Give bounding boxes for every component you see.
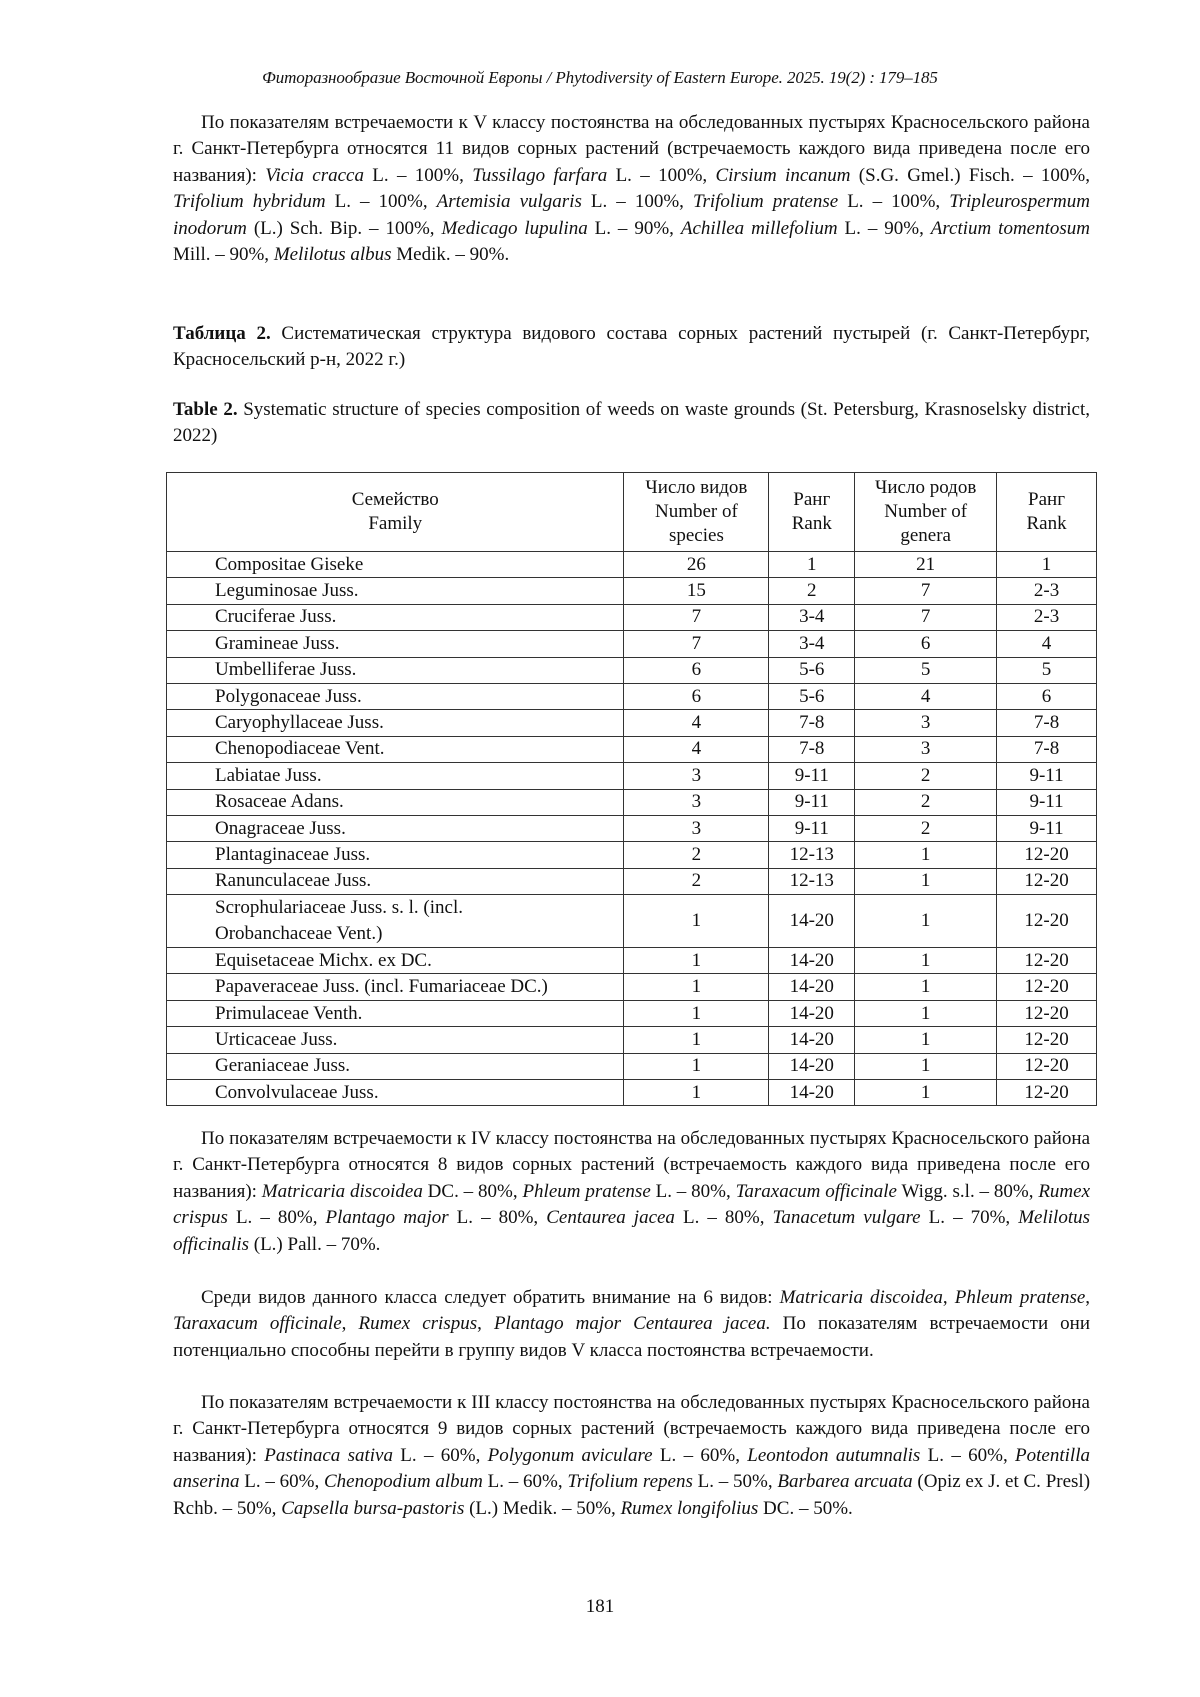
cell-family [167,657,624,683]
cell-species-count: 1 [624,895,769,948]
family-name: Umbelliferae Juss. [215,659,357,681]
cell-genera-count: 7 [855,578,997,604]
species-name: Plantago major Centaurea jacea. [493,1313,771,1335]
family-name: Caryophyllaceae Juss. [215,712,384,734]
cell-genera-rank: 12-20 [997,974,1097,1000]
table-row [167,1000,1097,1026]
species-name: Trifolium repens [567,1471,693,1493]
table-row [167,1053,1097,1079]
running-head: Фиторазнообразие Восточной Европы / Phytodiversity of Eastern Europe. 2025. 19(2) : 179–185 [262,68,938,87]
cell-family [167,974,624,1000]
cell-genera-rank: 12-20 [997,895,1097,948]
species-name: Rumex crispus [358,1313,478,1335]
family-name: Rosaceae Adans. [215,791,344,813]
family-name: Equisetaceae Michx. ex DC. [215,949,432,971]
cell-family [167,683,624,709]
species-name: Matricaria discoidea [779,1287,943,1308]
cell-genera-count: 1 [855,948,997,974]
species-name: Phleum pratense [522,1180,651,1202]
cell-species-count: 4 [624,710,769,736]
table-row [167,604,1097,630]
table-caption-en [173,397,1090,450]
cell-species-count: 7 [624,604,769,630]
header-genera-ru: Число родов [875,477,977,498]
cell-family [167,631,624,657]
cell-family [167,1000,624,1026]
caption-en-text: Systematic structure of species composition of weeds on waste grounds (St. Petersburg, Krasnoselsky district, 2022) [173,399,1090,447]
header-rank2-en: Rank [1026,513,1067,534]
cell-genera-count: 21 [855,552,997,578]
table-row [167,842,1097,868]
species-name: Trifolium hybridum [173,191,326,213]
header-family [167,473,624,552]
species-name: Cirsium incanum [715,164,851,186]
cell-genera-rank: 2-3 [997,578,1097,604]
family-name: Leguminosae Juss. [215,580,359,602]
header-family-ru: Семейство [351,489,439,510]
paragraph-class-v: По показателям встречаемости к V классу постоянства на обследованных пустырях Красносельского района г. Санкт-Петербурга относятся 11 видов сорных растений (встречаемость каждого вида приведена после его названия): Vicia cracca L. – 100%, Tussilago farfara L. – 100%, Cirsium incanum (S.G. Gmel.) Fisch. – 100%, Trifolium hybridum L. – 100%, Artemisia vulgaris L. – 100%, Trifolium pratense L. – 100%, Tripleurospermum inodorum (L.) Sch. Bip. – 100%, Medicago lupulina L. – 90%, Achillea millefolium L. – 90%, Arctium tomentosum Mill. – 90%, Melilotus albus Medik. – 90%. [173,112,1091,266]
cell-family [167,895,624,948]
header-species-ru: Число видов [645,477,748,498]
cell-family [167,868,624,894]
family-name: Urticaceae Juss. [215,1028,338,1050]
species-name: Rumex longifolius [620,1497,759,1519]
species-name: Phleum pratense [954,1287,1086,1308]
table-row [167,763,1097,789]
table-row [167,657,1097,683]
cell-species-rank: 5-6 [769,683,855,709]
cell-species-rank: 14-20 [769,974,855,1000]
table-header-row [167,473,1097,552]
cell-family [167,763,624,789]
cell-species-rank: 14-20 [769,948,855,974]
table-row [167,974,1097,1000]
cell-species-count: 2 [624,842,769,868]
header-rank-ru: Ранг [793,489,831,510]
cell-family [167,736,624,762]
cell-genera-count: 2 [855,763,997,789]
cell-genera-rank: 12-20 [997,1053,1097,1079]
cell-species-rank: 3-4 [769,631,855,657]
species-name: Achillea millefolium [680,217,838,239]
family-name: Primulaceae Venth. [215,1002,363,1024]
species-name: Taraxacum officinale [735,1180,897,1202]
species-name: Arctium tomentosum [930,217,1091,239]
family-name: Polygonaceae Juss. [215,685,362,707]
cell-species-rank: 9-11 [769,763,855,789]
cell-species-count: 3 [624,815,769,841]
cell-genera-count: 1 [855,1000,997,1026]
family-structure-table [166,472,1097,1106]
cell-species-rank: 1 [769,552,855,578]
cell-genera-rank: 9-11 [997,815,1097,841]
cell-genera-rank: 12-20 [997,1000,1097,1026]
cell-genera-count: 2 [855,789,997,815]
cell-species-count: 26 [624,552,769,578]
cell-species-count: 3 [624,789,769,815]
cell-genera-count: 5 [855,657,997,683]
cell-genera-rank: 1 [997,552,1097,578]
cell-species-rank: 14-20 [769,895,855,948]
table-row [167,868,1097,894]
cell-family [167,1027,624,1053]
table-row [167,631,1097,657]
table-row [167,948,1097,974]
cell-family [167,948,624,974]
caption-ru-text: Систематическая структура видового состава сорных растений пустырей (г. Санкт-Петербург, Красносельский р-н, 2022 г.) [173,323,1091,371]
cell-genera-rank: 12-20 [997,868,1097,894]
page-number: 181 [585,1596,615,1617]
cell-genera-rank: 12-20 [997,842,1097,868]
cell-species-rank: 12-13 [769,868,855,894]
species-name: Barbarea arcuata [777,1471,913,1493]
cell-genera-count: 1 [855,1053,997,1079]
header-species-en-2: species [668,525,724,546]
species-name: Taraxacum officinale [173,1313,342,1335]
species-name: Rumex crispus [173,1180,1091,1229]
cell-species-count: 6 [624,657,769,683]
species-name: Tussilago farfara [472,164,608,186]
cell-species-rank: 14-20 [769,1027,855,1053]
cell-genera-rank: 9-11 [997,763,1097,789]
cell-species-rank: 12-13 [769,842,855,868]
header-genera-en-2: genera [900,525,951,546]
cell-species-count: 1 [624,1053,769,1079]
header-genera-rank [997,473,1097,552]
cell-species-count: 6 [624,683,769,709]
family-name: Ranunculaceae Juss. [215,870,372,892]
species-name: Centaurea jacea [546,1207,675,1229]
header-genera-en-1: Number of [884,501,968,522]
cell-species-count: 1 [624,974,769,1000]
family-name: Cruciferae Juss. [215,606,337,628]
table-row [167,789,1097,815]
cell-family [167,815,624,841]
table-row [167,1027,1097,1053]
cell-genera-count: 4 [855,683,997,709]
caption-ru-label: Таблица 2. [173,323,271,344]
family-name: Labiatae Juss. [215,764,322,786]
header-species-rank [769,473,855,552]
cell-species-rank: 14-20 [769,1000,855,1026]
cell-family [167,604,624,630]
table-row [167,736,1097,762]
cell-family [167,1053,624,1079]
species-name: Chenopodium album [324,1471,483,1493]
cell-species-count: 1 [624,1080,769,1106]
family-name: Chenopodiaceae Vent. [215,738,385,760]
table-row [167,895,1097,948]
cell-species-count: 3 [624,763,769,789]
table-body [167,552,1097,1106]
cell-genera-rank: 7-8 [997,710,1097,736]
cell-species-count: 4 [624,736,769,762]
cell-genera-count: 1 [855,895,997,948]
species-name: Medicago lupulina [441,217,588,239]
paragraph-class-iii: По показателям встречаемости к III классу постоянства на обследованных пустырях Красносельского района г. Санкт-Петербурга относятся 9 видов сорных растений (встречаемость каждого вида приведена после его названия): Pastinaca sativa L. – 60%, Polygonum aviculare L. – 60%, Leontodon autumnalis L. – 60%, Potentilla anserina L. – 60%, Chenopodium album L. – 60%, Trifolium repens L. – 50%, Barbarea arcuata (Opiz ex J. et C. Presl) Rchb. – 50%, Capsella bursa-pastoris (L.) Medik. – 50%, Rumex longifolius DC. – 50%. [173,1392,1091,1519]
cell-family [167,789,624,815]
table-caption-ru [173,321,1090,374]
cell-genera-count: 1 [855,868,997,894]
species-name: Potentilla anserina [173,1444,1090,1493]
species-name: Pastinaca sativa [264,1444,393,1466]
cell-genera-rank: 12-20 [997,1027,1097,1053]
cell-genera-count: 1 [855,842,997,868]
species-name: Melilotus albus [273,244,392,266]
table-row [167,578,1097,604]
family-name: Convolvulaceae Juss. [215,1081,379,1103]
family-name: Compositae Giseke [215,553,364,575]
header-species-en-1: Number of [654,501,738,522]
cell-genera-count: 1 [855,1027,997,1053]
family-name: Gramineae Juss. [215,632,340,654]
species-name: Tripleurospermum inodorum [173,191,1090,239]
table-row [167,683,1097,709]
cell-family [167,578,624,604]
species-name: Polygonum aviculare [487,1444,653,1466]
cell-genera-rank: 4 [997,631,1097,657]
cell-family [167,842,624,868]
species-name: Plantago major [325,1207,449,1229]
family-name: Papaveraceae Juss. (incl. Fumariaceae DC.) [215,976,548,998]
family-name-line2: Orobanchaceae Vent.) [215,923,383,945]
cell-species-rank: 3-4 [769,604,855,630]
cell-genera-count: 3 [855,736,997,762]
table-row [167,710,1097,736]
header-family-en: Family [368,513,423,534]
paragraph-class-iv-note: Среди видов данного класса следует обратить внимание на 6 видов: Matricaria discoidea, Phleum pratense, Taraxacum officinale, Rumex crispus, Plantago major Centaurea jacea. По показателям встречаемости они потенциально способны перейти в группу видов V класса постоянства встречаемости. [173,1287,1091,1361]
table-row [167,1080,1097,1106]
cell-genera-count: 3 [855,710,997,736]
cell-species-count: 1 [624,1027,769,1053]
family-name: Geraniaceae Juss. [215,1055,351,1077]
table-row [167,552,1097,578]
family-name: Onagraceae Juss. [215,817,346,839]
cell-genera-count: 1 [855,1080,997,1106]
cell-species-rank: 14-20 [769,1053,855,1079]
cell-genera-rank: 5 [997,657,1097,683]
cell-species-rank: 9-11 [769,815,855,841]
cell-genera-count: 6 [855,631,997,657]
species-name: Leontodon autumnalis [747,1444,921,1466]
cell-species-rank: 5-6 [769,657,855,683]
cell-species-count: 7 [624,631,769,657]
table-row [167,815,1097,841]
cell-species-rank: 9-11 [769,789,855,815]
cell-genera-rank: 12-20 [997,1080,1097,1106]
family-name: Scrophulariaceae Juss. s. l. (incl. [215,897,463,919]
cell-family [167,710,624,736]
species-name: Artemisia vulgaris [436,191,582,213]
header-genera-count [855,473,997,552]
cell-genera-count: 2 [855,815,997,841]
header-rank2-ru: Ранг [1028,489,1066,510]
cell-family [167,1080,624,1106]
family-name: Plantaginaceae Juss. [215,843,371,865]
header-rank-en: Rank [791,513,832,534]
cell-family [167,552,624,578]
cell-genera-rank: 9-11 [997,789,1097,815]
species-name: Tanacetum vulgare [772,1207,921,1229]
header-species-count [624,473,769,552]
cell-species-rank: 7-8 [769,710,855,736]
cell-genera-rank: 2-3 [997,604,1097,630]
cell-genera-rank: 6 [997,683,1097,709]
cell-species-count: 1 [624,1000,769,1026]
species-name: Melilotus officinalis [173,1207,1091,1255]
species-name: Vicia cracca [265,164,364,186]
cell-species-count: 1 [624,948,769,974]
cell-species-count: 2 [624,868,769,894]
cell-species-count: 15 [624,578,769,604]
species-name: Trifolium pratense [692,191,839,213]
cell-genera-rank: 7-8 [997,736,1097,762]
species-name: Matricaria discoidea [261,1180,423,1202]
cell-species-rank: 7-8 [769,736,855,762]
paragraph-class-iv: По показателям встречаемости к IV классу постоянства на обследованных пустырях Красносельского района г. Санкт-Петербурга относятся 8 видов сорных растений (встречаемость каждого вида приведена после его названия): Matricaria discoidea DC. – 80%, Phleum pratense L. – 80%, Taraxacum officinale Wigg. s.l. – 80%, Rumex crispus L. – 80%, Plantago major L. – 80%, Centaurea jacea L. – 80%, Tanacetum vulgare L. – 70%, Melilotus officinalis (L.) Pall. – 70%. [173,1128,1091,1255]
cell-species-rank: 14-20 [769,1080,855,1106]
cell-genera-rank: 12-20 [997,948,1097,974]
species-name: Capsella bursa-pastoris [281,1497,465,1519]
cell-genera-count: 1 [855,974,997,1000]
cell-genera-count: 7 [855,604,997,630]
cell-species-rank: 2 [769,578,855,604]
caption-en-label: Table 2. [173,399,238,420]
